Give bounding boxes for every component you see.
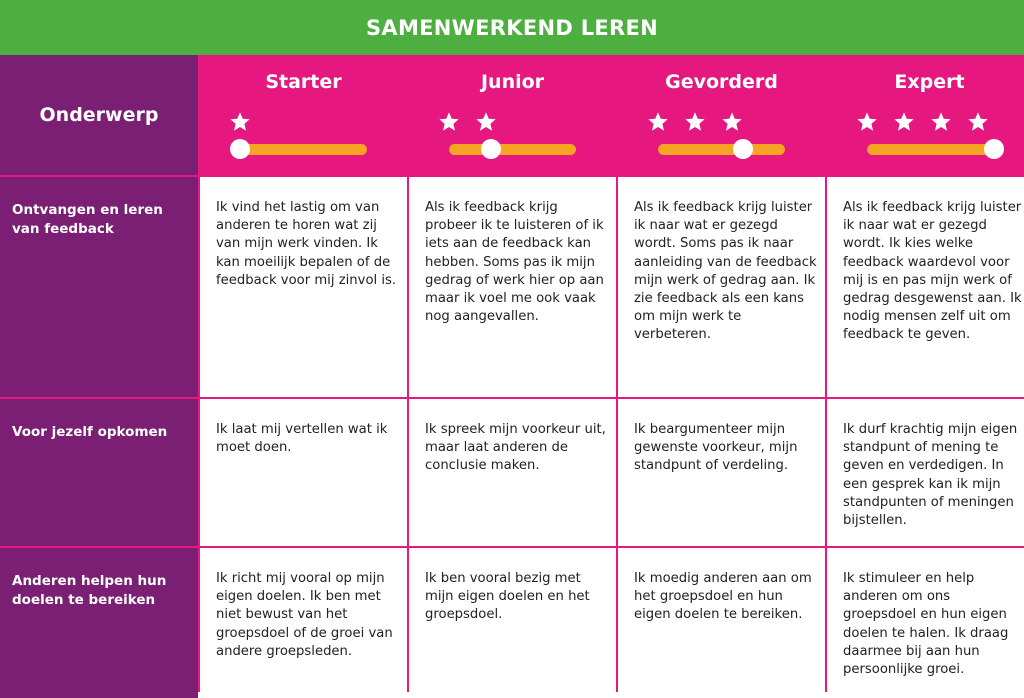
star-icon [856, 111, 878, 133]
descriptor-cell: Ik stimuleer en help anderen om ons groepsdoel en hun eigen doelen te halen. Ik draag daarmee bij aan hun persoonlijke groei. [827, 548, 1024, 698]
level-knob [733, 139, 753, 159]
level-title: Expert [894, 71, 965, 93]
level-track [867, 144, 992, 155]
topic-label: Voor jezelf opkomen [0, 399, 198, 546]
descriptor-cell: Ik laat mij vertellen wat ik moet doen. [200, 399, 407, 546]
topic-label: Ontvangen en leren van feedback [0, 177, 198, 397]
star-icon [930, 111, 952, 133]
level-header-starter [200, 55, 407, 175]
level-title: Gevorderd [665, 71, 778, 93]
level-header-junior [409, 55, 616, 175]
descriptor-cell: Ik beargumenteer mijn gewenste voorkeur, mijn standpunt of verdeling. [618, 399, 825, 546]
level-knob [984, 139, 1004, 159]
descriptor-cell: Ik durf krachtig mijn eigen standpunt of mening te geven en verdedigen. In een gesprek kan ik mijn standpunten of meningen bijstellen. [827, 399, 1024, 546]
level-header-gevorderd [618, 55, 825, 175]
level-stars [618, 111, 825, 135]
star-icon [967, 111, 989, 133]
descriptor-cell: Ik ben vooral bezig met mijn eigen doelen en het groepsdoel. [409, 548, 616, 698]
star-icon [721, 111, 743, 133]
descriptor-cell: Als ik feedback krijg probeer ik te luisteren of ik iets aan de feedback kan hebben. Soms pas ik mijn gedrag of werk hier op aan maar ik voel me ook vaak nog aangevallen. [409, 177, 616, 397]
level-track [240, 144, 367, 155]
level-knob [230, 139, 250, 159]
level-knob [481, 139, 501, 159]
rubric-table [0, 55, 1024, 692]
level-header-expert [827, 55, 1024, 175]
level-track [658, 144, 785, 155]
descriptor-cell: Ik moedig anderen aan om het groepsdoel en hun eigen doelen te bereiken. [618, 548, 825, 698]
topic-label: Anderen helpen hun doelen te bereiken [0, 548, 198, 698]
star-icon [229, 111, 251, 133]
star-icon [893, 111, 915, 133]
level-stars [827, 111, 1024, 135]
level-stars [409, 111, 616, 135]
page-title: SAMENWERKEND LEREN [0, 0, 1024, 55]
star-icon [647, 111, 669, 133]
descriptor-cell: Ik richt mij vooral op mijn eigen doelen. Ik ben met niet bewust van het groepsdoel of de groei van andere groepsleden. [200, 548, 407, 698]
level-track [449, 144, 576, 155]
descriptor-cell: Ik spreek mijn voorkeur uit, maar laat anderen de conclusie maken. [409, 399, 616, 546]
star-icon [684, 111, 706, 133]
descriptor-cell: Als ik feedback krijg luister ik naar wat er gezegd wordt. Ik kies welke feedback waardevol voor mij is en pas mijn werk of gedrag desgewenst aan. Ik nodig mensen zelf uit om feedback te geven. [827, 177, 1024, 397]
star-icon [475, 111, 497, 133]
descriptor-cell: Ik vind het lastig om van anderen te horen wat zij van mijn werk vinden. Ik kan moeilijk bepalen of de feedback voor mij zinvol is. [200, 177, 407, 397]
level-stars [200, 111, 407, 135]
star-icon [438, 111, 460, 133]
level-title: Junior [480, 71, 545, 93]
descriptor-cell: Als ik feedback krijg luister ik naar wat er gezegd wordt. Soms pas ik naar aanleiding van de feedback mijn werk of gedrag aan. Ik zie feedback als een kans om mijn werk te verbeteren. [618, 177, 825, 397]
level-title: Starter [265, 71, 342, 93]
topic-header: Onderwerp [0, 55, 198, 175]
